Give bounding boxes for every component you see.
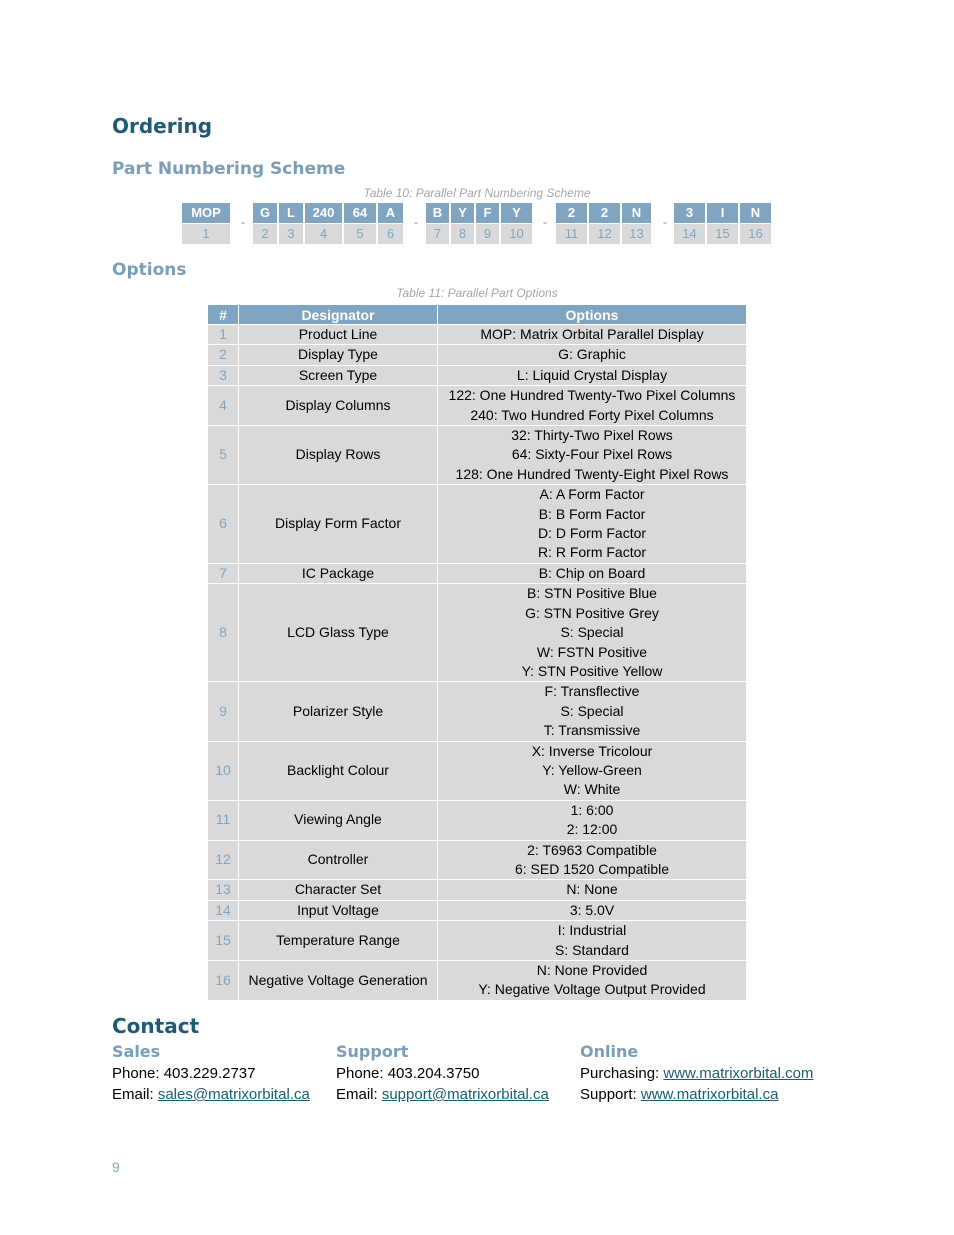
header-num: # (208, 305, 239, 325)
contact-sales (112, 1042, 310, 1105)
option-line: D: D Form Factor (537, 525, 647, 542)
row-designator: Screen Type (239, 365, 438, 385)
option-line: N: None Provided (536, 962, 648, 978)
part-position-14: 14 (674, 224, 705, 244)
part-separator-1: - (241, 215, 245, 229)
part-position-8: 8 (451, 224, 474, 244)
row-number: 16 (208, 961, 239, 1001)
option-line: MOP: Matrix Orbital Parallel Display (480, 326, 704, 342)
online-support-line (580, 1084, 813, 1105)
row-number: 7 (208, 563, 239, 583)
sales-phone: 403.229.2737 (163, 1065, 256, 1082)
row-number: 10 (208, 741, 239, 800)
part-separator-4: - (663, 215, 667, 229)
row-options (438, 741, 747, 800)
option-line: X: Inverse Tricolour (531, 742, 653, 759)
option-line: Y: Yellow-Green (542, 761, 642, 778)
part-position-4: 4 (305, 224, 342, 244)
row-number: 5 (208, 426, 239, 485)
contact-online (580, 1042, 813, 1105)
part-code-16: N (740, 203, 771, 223)
options-heading: Options (112, 260, 187, 280)
online-support-link[interactable]: www.matrixorbital.ca (640, 1086, 779, 1103)
part-position-10: 10 (501, 224, 532, 244)
row-designator: Viewing Angle (239, 800, 438, 840)
part-code-11: 2 (556, 203, 587, 223)
support-phone: 403.204.3750 (387, 1065, 480, 1082)
table-row (208, 325, 747, 345)
support-email-label: Email: (336, 1086, 382, 1103)
option-line: 3: 5.0V (569, 901, 615, 918)
part-code-2: G (253, 203, 277, 223)
option-line: S: Special (560, 624, 624, 641)
row-designator: Input Voltage (239, 900, 438, 920)
part-position-3: 3 (279, 224, 303, 244)
option-line: B: B Form Factor (538, 505, 646, 522)
part-code-9: F (476, 203, 499, 223)
option-line: 6: SED 1520 Compatible (514, 860, 670, 877)
part-code-14: 3 (674, 203, 705, 223)
option-line: G: Graphic (558, 346, 626, 363)
row-designator: IC Package (239, 563, 438, 583)
option-line: F: Transflective (544, 683, 640, 700)
row-number: 1 (208, 325, 239, 345)
sales-email-link[interactable]: sales@matrixorbital.ca (157, 1086, 310, 1103)
part-position-2: 2 (253, 224, 277, 244)
part-code-1: MOP (182, 203, 230, 223)
part-code-5: 64 (344, 203, 376, 223)
row-number: 14 (208, 900, 239, 920)
row-number: 8 (208, 584, 239, 682)
row-options (438, 325, 747, 345)
row-options (438, 563, 747, 583)
option-line: 1: 6:00 (570, 801, 614, 818)
contact-heading: Contact (112, 1014, 200, 1038)
table-row (208, 682, 747, 741)
row-options (438, 800, 747, 840)
row-number: 11 (208, 800, 239, 840)
option-line: Y: STN Positive Yellow (521, 662, 663, 679)
row-designator: Negative Voltage Generation (239, 961, 438, 1001)
row-number: 9 (208, 682, 239, 741)
option-line: 240: Two Hundred Forty Pixel Columns (470, 406, 714, 423)
row-designator: Display Type (239, 345, 438, 365)
row-number: 2 (208, 345, 239, 365)
part-code-15: I (707, 203, 738, 223)
row-designator: Controller (239, 840, 438, 880)
row-designator: Temperature Range (239, 921, 438, 961)
row-options (438, 961, 747, 1001)
sales-heading: Sales (112, 1042, 161, 1061)
row-designator: Display Form Factor (239, 485, 438, 564)
table-row (208, 921, 747, 961)
row-options (438, 682, 747, 741)
part-code-12: 2 (589, 203, 620, 223)
sales-email-line (112, 1084, 310, 1105)
support-phone-label: Phone: (336, 1065, 388, 1082)
row-options (438, 345, 747, 365)
row-number: 6 (208, 485, 239, 564)
sales-phone-line (112, 1063, 310, 1084)
part-code-7: B (426, 203, 449, 223)
options-table (207, 304, 747, 1001)
option-line: 128: One Hundred Twenty-Eight Pixel Rows (455, 465, 729, 482)
row-options (438, 880, 747, 900)
support-email-line (336, 1084, 549, 1105)
option-line: W: FSTN Positive (536, 643, 648, 660)
ordering-heading: Ordering (112, 114, 213, 138)
row-designator: Display Columns (239, 386, 438, 426)
support-phone-line (336, 1063, 549, 1084)
table-row (208, 563, 747, 583)
table11-caption: Table 11: Parallel Part Options (396, 286, 558, 300)
table-row (208, 345, 747, 365)
header-designator: Designator (239, 305, 438, 325)
part-code-6: A (378, 203, 403, 223)
sales-email-label: Email: (112, 1086, 158, 1103)
table-row (208, 741, 747, 800)
option-line: S: Special (560, 702, 624, 719)
sales-phone-label: Phone: (112, 1065, 164, 1082)
table-row (208, 386, 747, 426)
option-line: S: Standard (555, 941, 629, 958)
row-designator: LCD Glass Type (239, 584, 438, 682)
part-position-15: 15 (707, 224, 738, 244)
row-options (438, 365, 747, 385)
contact-support (336, 1042, 549, 1105)
part-code-8: Y (451, 203, 474, 223)
part-numbering-heading: Part Numbering Scheme (112, 159, 346, 179)
part-code-13: N (622, 203, 651, 223)
part-code-3: L (279, 203, 303, 223)
part-position-6: 6 (378, 224, 403, 244)
part-position-16: 16 (740, 224, 771, 244)
table-row (208, 900, 747, 920)
option-line: 2: T6963 Compatible (527, 841, 657, 858)
table10-caption: Table 10: Parallel Part Numbering Scheme (363, 186, 591, 200)
option-line: B: Chip on Board (538, 564, 646, 581)
option-line: 64: Sixty-Four Pixel Rows (511, 446, 673, 463)
purchasing-label: Purchasing: (580, 1065, 664, 1082)
option-line: B: STN Positive Blue (527, 585, 657, 602)
table-row (208, 426, 747, 485)
table-row (208, 485, 747, 564)
part-separator-2: - (414, 215, 418, 229)
support-email-link[interactable]: support@matrixorbital.ca (381, 1086, 549, 1103)
page-number: 9 (112, 1159, 120, 1175)
option-line: T: Transmissive (543, 722, 641, 739)
option-line: R: R Form Factor (537, 544, 647, 561)
part-position-5: 5 (344, 224, 376, 244)
part-position-13: 13 (622, 224, 651, 244)
table-row (208, 840, 747, 880)
row-number: 3 (208, 365, 239, 385)
row-options (438, 386, 747, 426)
row-options (438, 921, 747, 961)
row-options (438, 900, 747, 920)
online-heading: Online (580, 1042, 639, 1061)
option-line: 122: One Hundred Twenty-Two Pixel Columns (448, 387, 736, 404)
row-designator: Display Rows (239, 426, 438, 485)
part-position-12: 12 (589, 224, 620, 244)
row-options (438, 840, 747, 880)
row-options (438, 426, 747, 485)
options-table-header (208, 305, 747, 325)
row-number: 13 (208, 880, 239, 900)
row-designator: Character Set (239, 880, 438, 900)
row-number: 12 (208, 840, 239, 880)
table-row (208, 880, 747, 900)
option-line: L: Liquid Crystal Display (516, 366, 668, 383)
row-designator: Backlight Colour (239, 741, 438, 800)
part-separator-3: - (543, 215, 547, 229)
part-code-10: Y (501, 203, 532, 223)
row-options (438, 485, 747, 564)
option-line: 2: 12:00 (566, 821, 618, 838)
row-number: 4 (208, 386, 239, 426)
option-line: I: Industrial (557, 922, 627, 939)
header-options: Options (438, 305, 747, 325)
part-position-7: 7 (426, 224, 449, 244)
table-row (208, 961, 747, 1001)
online-support-label: Support: (580, 1086, 641, 1103)
table-row (208, 365, 747, 385)
option-line: N: None (566, 881, 618, 898)
table-row (208, 584, 747, 682)
option-line: G: STN Positive Grey (525, 604, 659, 621)
option-line: Y: Negative Voltage Output Provided (478, 981, 706, 998)
row-options (438, 584, 747, 682)
purchasing-link[interactable]: www.matrixorbital.com (663, 1065, 814, 1082)
part-position-1: 1 (182, 224, 230, 244)
part-code-4: 240 (305, 203, 342, 223)
online-purchasing-line (580, 1063, 813, 1084)
support-heading: Support (336, 1042, 409, 1061)
part-position-9: 9 (476, 224, 499, 244)
option-line: A: A Form Factor (539, 486, 645, 503)
row-number: 15 (208, 921, 239, 961)
row-designator: Polarizer Style (239, 682, 438, 741)
table-row (208, 800, 747, 840)
option-line: W: White (563, 781, 621, 798)
row-designator: Product Line (239, 325, 438, 345)
part-position-11: 11 (556, 224, 587, 244)
option-line: 32: Thirty-Two Pixel Rows (511, 427, 673, 444)
